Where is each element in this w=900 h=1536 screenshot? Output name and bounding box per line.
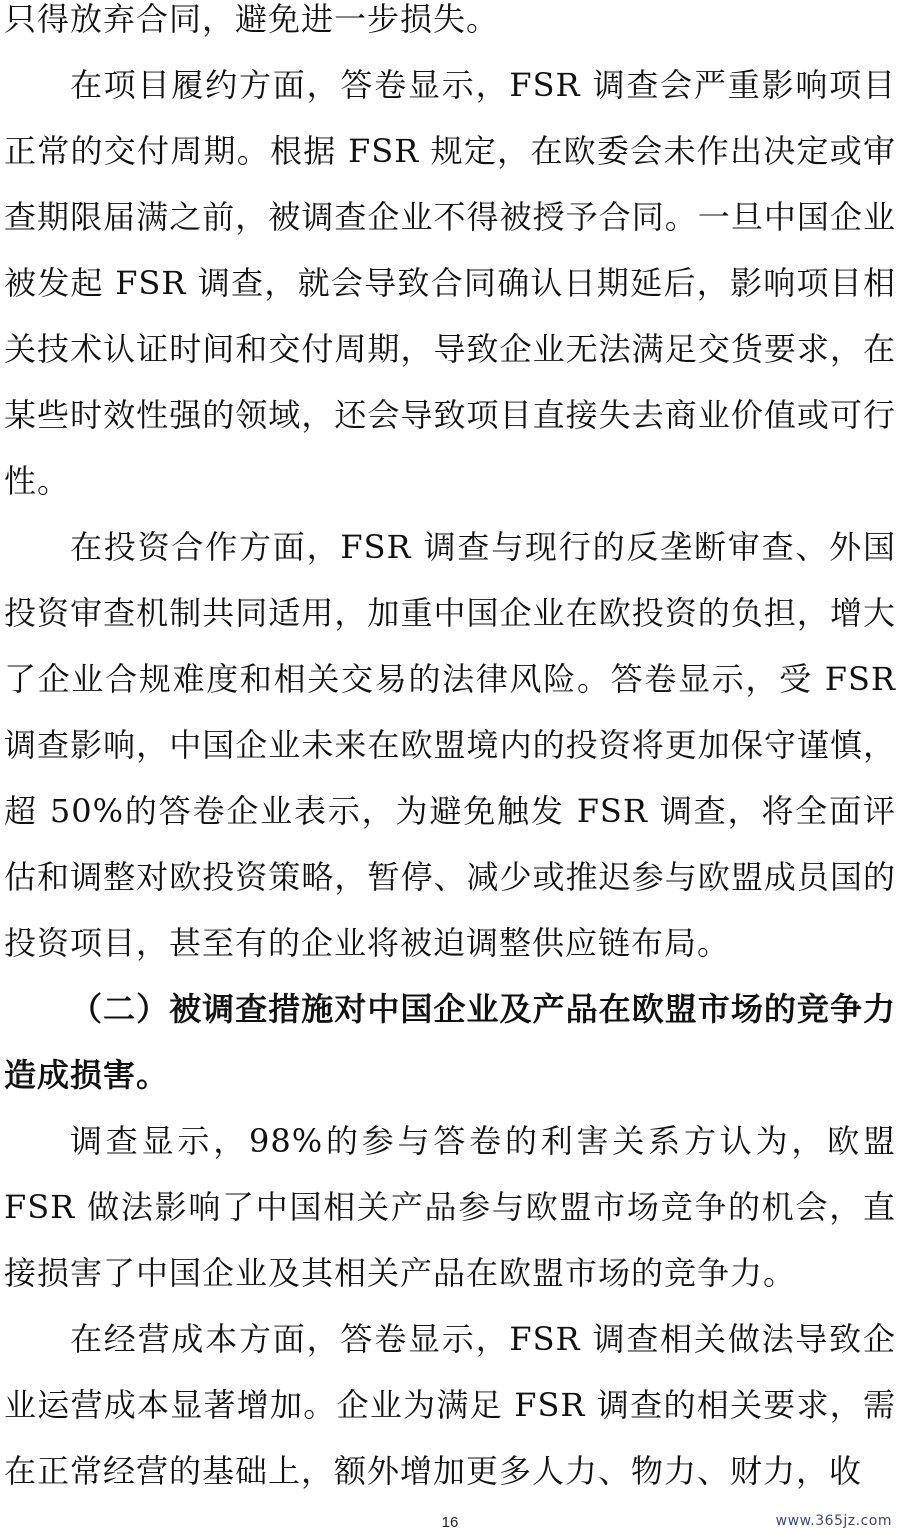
- paragraph-operating-cost: 在经营成本方面，答卷显示，FSR 调查相关做法导致企业运营成本显著增加。企业为满足 FSR 调查的相关要求，需在正常经营的基础上，额外增加更多人力、物力、财力，收: [4, 1320, 896, 1490]
- section-heading: （二）被调查措施对中国企业及产品在欧盟市场的竞争力造成损害。: [4, 990, 896, 1094]
- page-number: 16: [441, 1514, 459, 1531]
- paragraph-project-performance: 在项目履约方面，答卷显示，FSR 调查会严重影响项目正常的交付周期。根据 FSR 规定，在欧委会未作出决定或审查期限届满之前，被调查企业不得被授予合同。一旦中国企业被发起 FSR 调查，就会导致合同确认日期延后，影响项目相关技术认证时间和交付周期，导致企业无法满足交货要求，在某些时效性强的领域，还会导致项目直接失去商业价值或可行性。: [4, 66, 896, 500]
- paragraph-survey-result: 调查显示，98%的参与答卷的利害关系方认为，欧盟 FSR 做法影响了中国相关产品参与欧盟市场竞争的机会，直接损害了中国企业及其相关产品在欧盟市场的竞争力。: [4, 1122, 896, 1292]
- paragraph-investment-cooperation: 在投资合作方面，FSR 调查与现行的反垄断审查、外国投资审查机制共同适用，加重中国企业在欧投资的负担，增大了企业合规难度和相关交易的法律风险。答卷显示，受 FSR 调查影响，中国企业未来在欧盟境内的投资将更加保守谨慎，超 50%的答卷企业表示，为避免触发 FSR 调查，将全面评估和调整对欧投资策略，暂停、减少或推迟参与欧盟成员国的投资项目，甚至有的企业将被迫调整供应链布局。: [4, 528, 896, 962]
- paragraph-continuation: 只得放弃合同，避免进一步损失。: [4, 0, 500, 38]
- watermark: www.365jz.com: [775, 1513, 892, 1529]
